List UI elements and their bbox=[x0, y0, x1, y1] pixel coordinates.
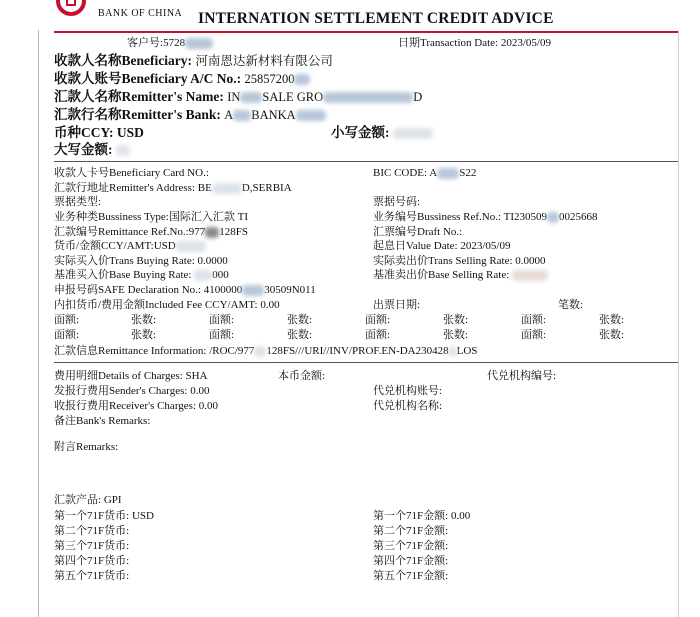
details-divider bbox=[54, 362, 678, 363]
card-no: 收款人卡号Beneficiary Card NO.: bbox=[54, 167, 209, 179]
face-value-7: 面额: bbox=[365, 329, 391, 341]
beneficiary-line: 收款人名称Beneficiary: 河南恩达新材料有限公司 bbox=[54, 53, 333, 68]
sheet-count-3: 张数: bbox=[443, 314, 469, 326]
sheet-count-5: 张数: bbox=[131, 329, 157, 341]
ccy-amt: 货币/金额CCY/AMT:USD bbox=[54, 240, 206, 253]
safe-declaration: 申报号码SAFE Declaration No.: 4100000 30509N011 bbox=[54, 284, 316, 296]
sheet-count-7: 张数: bbox=[443, 329, 469, 341]
71f-amount-2: 第二个71F金额: bbox=[373, 525, 449, 537]
face-value-4: 面额: bbox=[521, 314, 547, 326]
bank-remarks: 备注Bank's Remarks: bbox=[54, 415, 151, 427]
71f-amount-1: 第一个71F金额: 0.00 bbox=[373, 510, 471, 522]
71f-currency-4: 第四个71F货币: bbox=[54, 555, 130, 567]
71f-amount-5: 第五个71F金额: bbox=[373, 570, 449, 582]
71f-currency-3: 第三个71F货币: bbox=[54, 540, 130, 552]
71f-currency-1: 第一个71F货币: USD bbox=[54, 510, 154, 522]
bank-name-en: BANK OF CHINA bbox=[98, 8, 183, 19]
trans-selling-rate: 实际卖出价Trans Selling Rate: 0.0000 bbox=[373, 255, 546, 267]
left-border-line bbox=[38, 30, 39, 617]
bill-type: 票据类型: bbox=[54, 196, 102, 208]
currency-line: 币种CCY: USD bbox=[54, 125, 144, 140]
sheet-count-2: 张数: bbox=[287, 314, 313, 326]
face-value-3: 面额: bbox=[365, 314, 391, 326]
receiver-charges: 收报行费用Receiver's Charges: 0.00 bbox=[54, 400, 219, 412]
trans-buying-rate: 实际买入价Trans Buying Rate: 0.0000 bbox=[54, 255, 228, 267]
face-value-5: 面额: bbox=[54, 329, 80, 341]
remitter-name-line: 汇款人名称Remitter's Name: IN SALE GRO D bbox=[54, 89, 423, 104]
draft-no: 汇票编号Draft No.: bbox=[373, 226, 463, 238]
sheet-count-6: 张数: bbox=[287, 329, 313, 341]
remitter-bank-line: 汇款行名称Remitter's Bank: A BANKA bbox=[54, 107, 326, 123]
local-amount: 本币金额: bbox=[278, 370, 326, 382]
face-value-1: 面额: bbox=[54, 314, 80, 326]
remittance-info: 汇款信息Remittance Information: /ROC/977 128FS///URI//INV/PROF.EN-DA230428 LOS bbox=[54, 345, 478, 357]
bill-no: 票据号码: bbox=[373, 196, 421, 208]
document-title: INTERNATION SETTLEMENT CREDIT ADVICE bbox=[198, 10, 554, 27]
sheet-count-1: 张数: bbox=[131, 314, 157, 326]
header-divider bbox=[54, 31, 678, 33]
face-value-2: 面额: bbox=[209, 314, 235, 326]
bic-code: BIC CODE: A S22 bbox=[373, 167, 477, 179]
71f-currency-2: 第二个71F货币: bbox=[54, 525, 130, 537]
remitter-address: 汇款行地址Remitter's Address: BE D,SERBIA bbox=[54, 182, 292, 194]
71f-amount-3: 第三个71F金额: bbox=[373, 540, 449, 552]
agent-account: 代兑机构账号: bbox=[373, 385, 443, 397]
charges-details: 费用明细Details of Charges: SHA bbox=[54, 370, 208, 382]
amount-small: 小写金额: bbox=[331, 125, 433, 141]
value-date: 起息日Value Date: 2023/05/09 bbox=[373, 240, 511, 252]
base-buying-rate: 基准买入价Base Buying Rate: 000 bbox=[54, 269, 229, 281]
included-fee: 内扣货币/费用金额Included Fee CCY/AMT: 0.00 bbox=[54, 299, 280, 311]
sender-charges: 发报行费用Sender's Charges: 0.00 bbox=[54, 385, 210, 397]
account-line: 收款人账号Beneficiary A/C No.: 25857200 bbox=[54, 71, 310, 87]
transaction-date: 日期Transaction Date: 2023/05/09 bbox=[398, 37, 551, 49]
base-selling-rate: 基准卖出价Base Selling Rate: bbox=[373, 269, 548, 282]
agent-name: 代兑机构名称: bbox=[373, 400, 443, 412]
sheet-count-8: 张数: bbox=[599, 329, 625, 341]
main-divider bbox=[54, 161, 678, 162]
71f-amount-4: 第四个71F金额: bbox=[373, 555, 449, 567]
face-value-8: 面额: bbox=[521, 329, 547, 341]
customer-no: 客户号:5728 bbox=[127, 37, 213, 50]
business-ref: 业务编号Bussiness Ref.No.: TI230509 0025668 bbox=[373, 211, 598, 223]
agent-no: 代兑机构编号: bbox=[487, 370, 557, 382]
remarks: 附言Remarks: bbox=[54, 441, 119, 453]
face-value-6: 面额: bbox=[209, 329, 235, 341]
count: 笔数: bbox=[558, 299, 584, 311]
bill-date: 出票日期: bbox=[373, 299, 421, 311]
right-border-line bbox=[678, 30, 679, 617]
sheet-count-4: 张数: bbox=[599, 314, 625, 326]
71f-currency-5: 第五个71F货币: bbox=[54, 570, 130, 582]
remittance-product: 汇款产品: GPI bbox=[54, 494, 122, 506]
amount-big: 大写金额: bbox=[54, 142, 130, 158]
business-type: 业务种类Bussiness Type:国际汇入汇款 TI bbox=[54, 211, 248, 223]
remittance-ref: 汇款编号Remittance Ref.No.:977 128FS bbox=[54, 226, 248, 238]
